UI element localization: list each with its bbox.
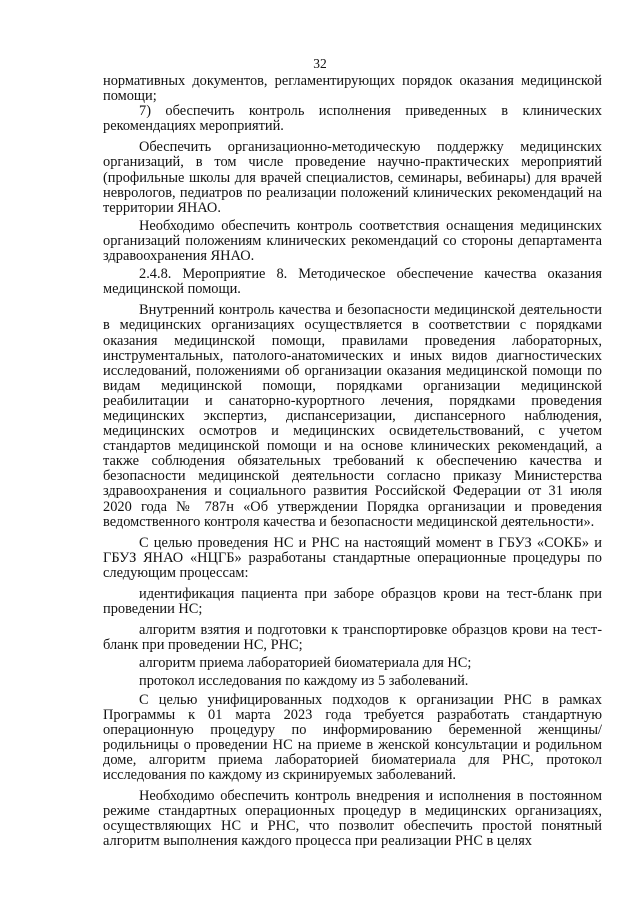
- paragraph-unified-approaches: С целью унифицированных подходов к организации РНС в рамках Программы к 01 марта 2023 года требуется разработать стандартную операционную процедуру по информированию беременной женщины/родильницы о проведении НС на приеме в женской консультации и родильном доме, алгоритм приема лабораторией биоматериала для РНС, протокол исследования по каждому из скринируемых заболеваний.: [103, 691, 602, 784]
- list-item-patient-identification: идентификация пациента при заборе образцов крови на тест-бланк при проведении НС;: [103, 586, 602, 618]
- section-heading-2-4-8: 2.4.8. Мероприятие 8. Методическое обеспечение качества оказания медицинской помощи.: [103, 266, 602, 298]
- document-body: [103, 74, 602, 850]
- paragraph-sop-implementation-control: Необходимо обеспечить контроль внедрения и исполнения в постоянном режиме стандартных операционных процедур в медицинских организациях, осуществляющих НС и РНС, что позволит обеспечить простой понятный алгоритм выполнения каждого процесса при реализации РНС в целях: [103, 788, 602, 850]
- paragraph-internal-quality-control: Внутренний контроль качества и безопасности медицинской деятельности в медицинских организациях осуществляется в соответствии с порядками оказания медицинской помощи, правилами проведения лабораторных, инструментальных, патолого-анатомических и иных видов диагностических исследований, положениями об организации оказания медицинской помощи по видам медицинской помощи, порядками организации медицинской реабилитации и санаторно-курортного лечения, порядками проведения медицинских экспертиз, диспансеризации, диспансерного наблюдения, медицинских осмотров и медицинских освидетельствований, с учетом стандартов медицинской помощи и на основе клинических рекомендаций, а также соблюдения обязательных требований к обеспечению качества и безопасности медицинской деятельности согласно приказу Министерства здравоохранения и социального развития Российской Федерации от 31 июля 2020 года № 787н «Об утверждении Порядка организации и проведения ведомственного контроля качества и безопасности медицинской деятельности».: [103, 302, 602, 530]
- paragraph-item-7: 7) обеспечить контроль исполнения приведенных в клинических рекомендациях мероприятий.: [103, 103, 602, 135]
- page-number: 32: [313, 56, 327, 71]
- list-item-blood-sampling-algorithm: алгоритм взятия и подготовки к транспортировке образцов крови на тест-бланк при проведении НС, РНС;: [103, 622, 602, 654]
- paragraph-equipment-control: Необходимо обеспечить контроль соответствия оснащения медицинских организаций положениям клинических рекомендаций со стороны департамента здравоохранения ЯНАО.: [103, 217, 602, 265]
- paragraph-methodical-support: Обеспечить организационно-методическую поддержку медицинских организаций, в том числе проведение научно-практических мероприятий (профильные школы для врачей специалистов, семинары, вебинары) для врачей неврологов, педиатров по реализации положений клинических рекомендаций на территории ЯНАО.: [103, 139, 602, 216]
- paragraph-normative-docs: нормативных документов, регламентирующих порядок оказания медицинской помощи;: [103, 73, 602, 105]
- paragraph-sop-intro: С целью проведения НС и РНС на настоящий момент в ГБУЗ «СОКБ» и ГБУЗ ЯНАО «НЦГБ» разработаны стандартные операционные процедуры по следующим процессам:: [103, 534, 602, 581]
- list-item-biomaterial-reception: алгоритм приема лабораторией биоматериала для НС;: [139, 655, 472, 672]
- list-item-research-protocol: протокол исследования по каждому из 5 заболеваний.: [139, 673, 469, 690]
